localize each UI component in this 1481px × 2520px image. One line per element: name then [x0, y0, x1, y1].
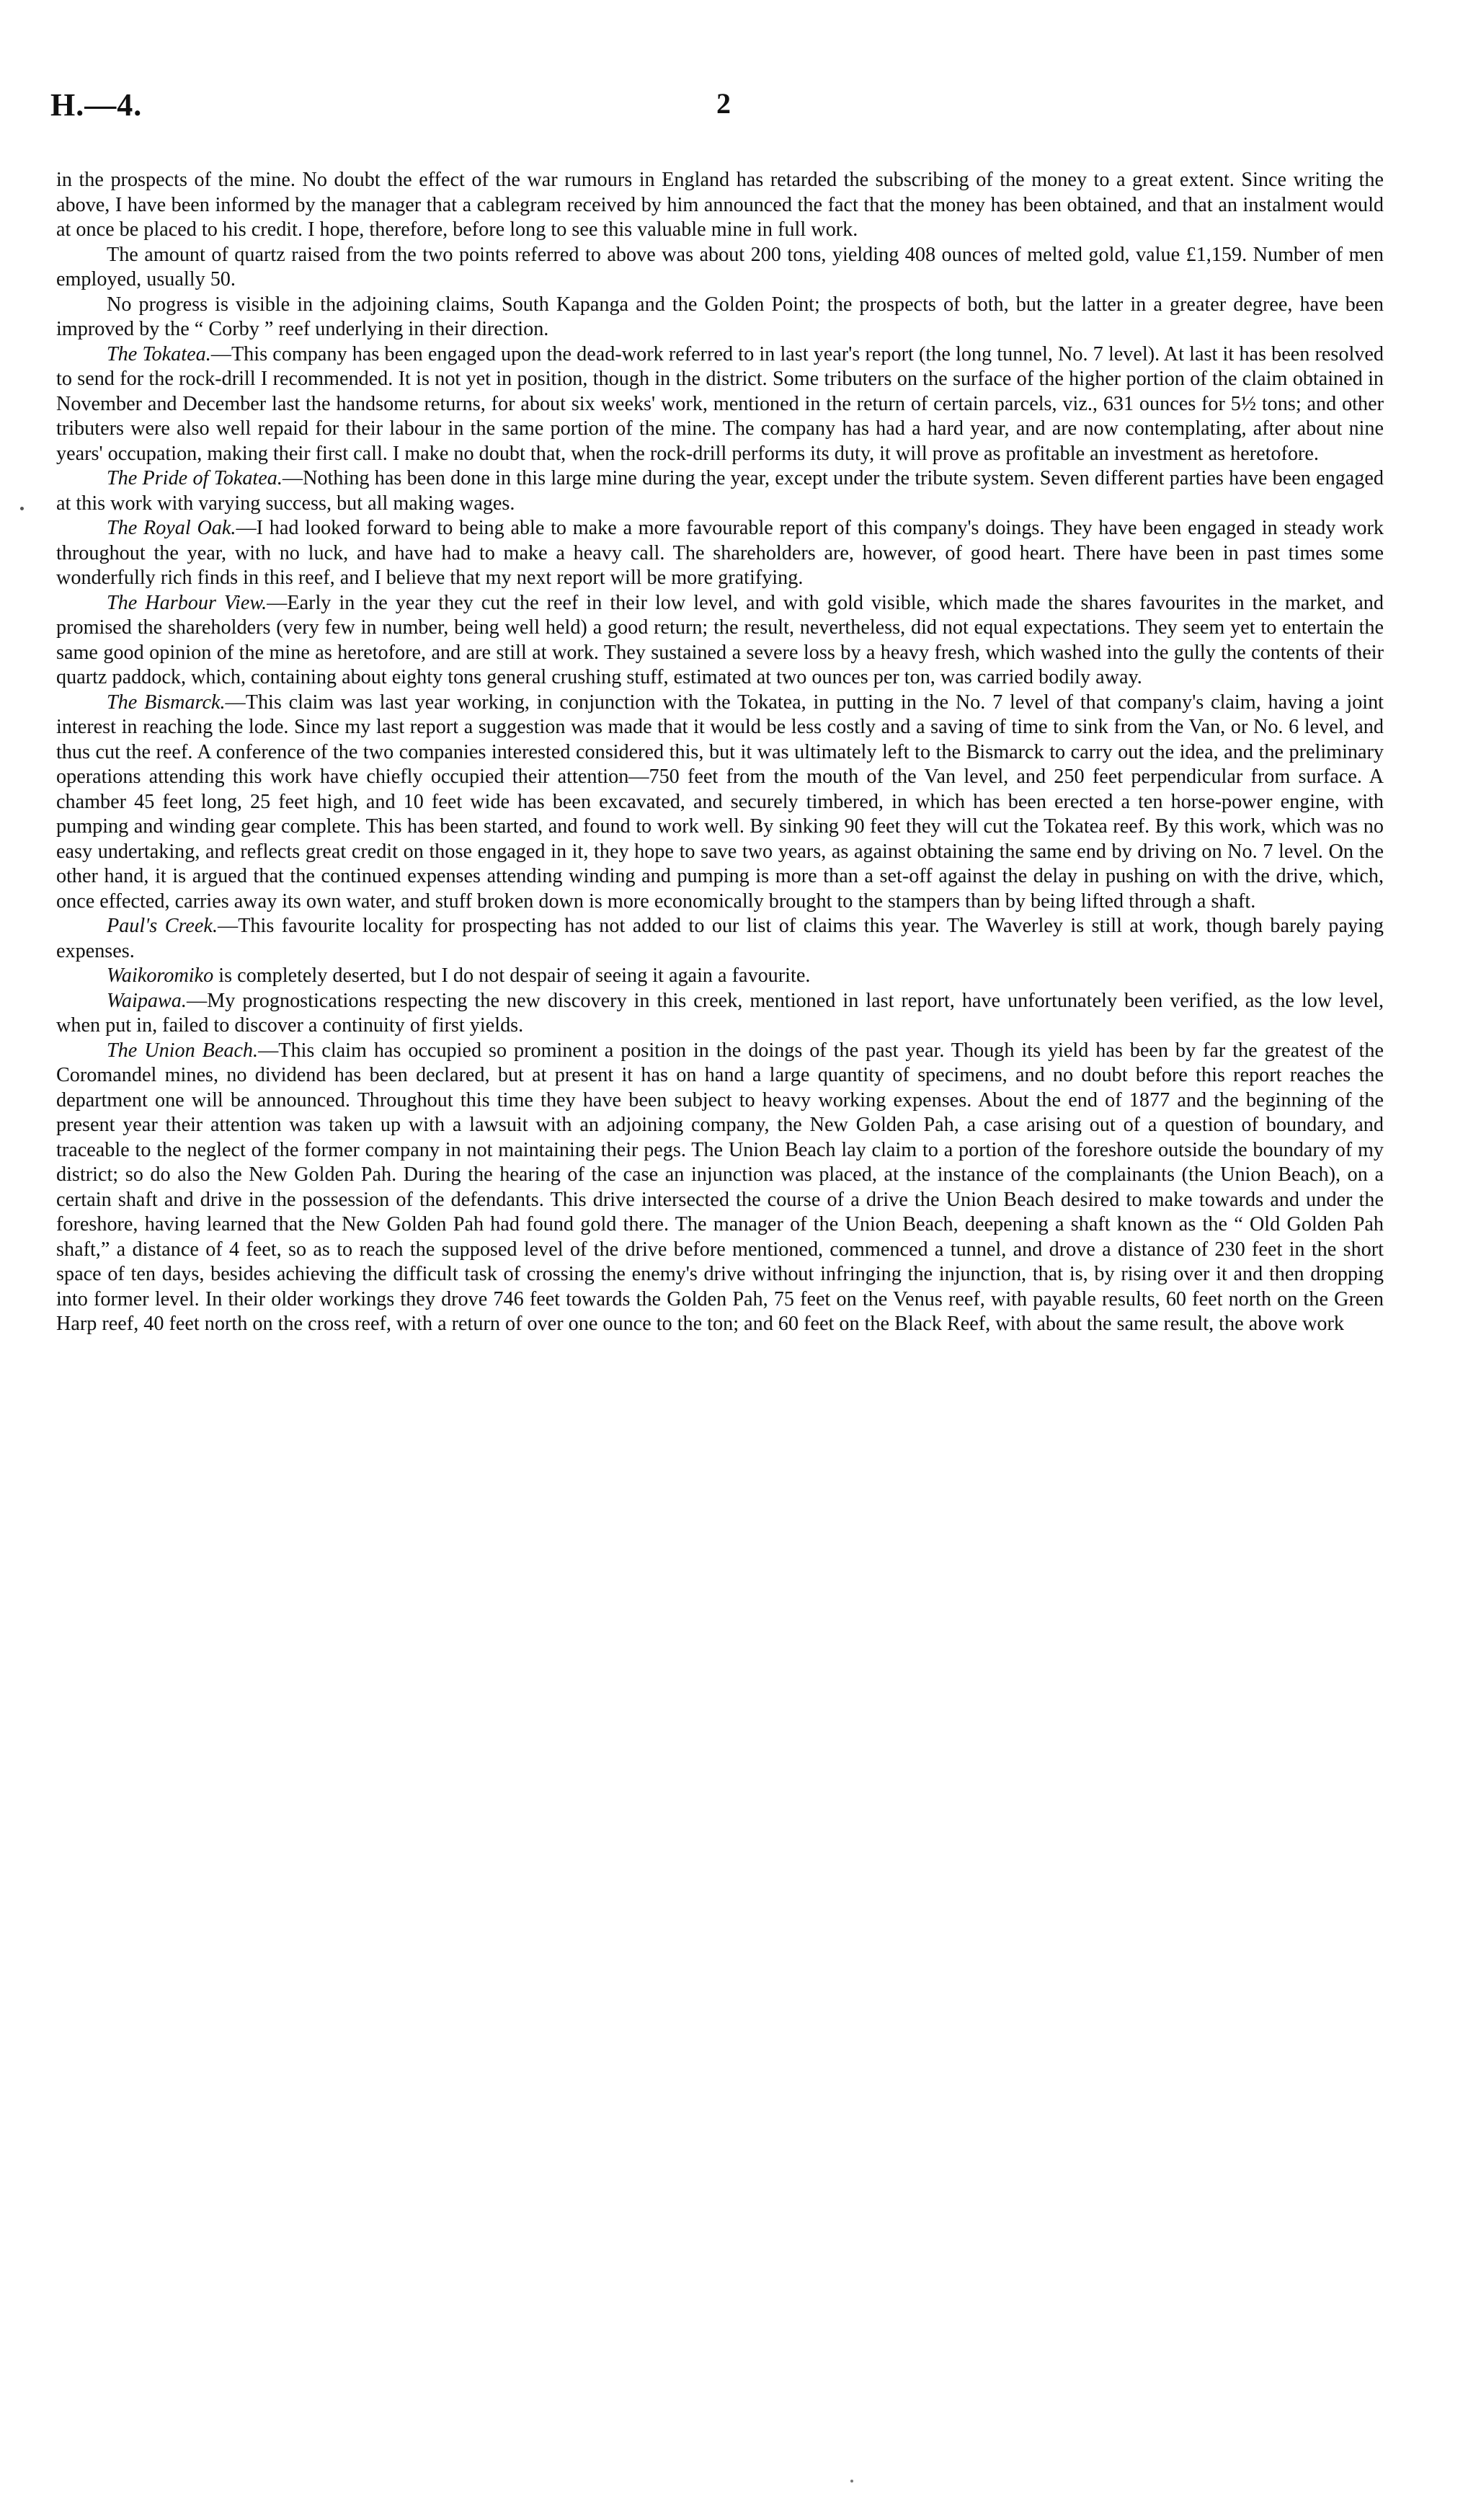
paragraph-title: The Union Beach. [107, 1039, 259, 1062]
paragraph-text: No progress is visible in the adjoining claims, South Kapanga and the Golden Point; the prospects of both, but the latter in a greater degree, have been improved by the “ Corby ” reef underlying in their direction. [56, 293, 1384, 340]
paragraph-harbour-view [56, 591, 1384, 691]
paragraph-text: —This claim was last year working, in conjunction with the Tokatea, in putting in the No. 7 level of that company's claim, having a joint interest in reaching the lode. Since my last report a suggestion was made that it would be less costly and a saving of time to sink from the Van, or No. 6 level, and thus cut the reef. A conference of the two companies interested considered this, but it was ultimately left to the Bismarck to carry out the idea, and the preliminary operations attending this work have chiefly occupied their attention—750 feet from the mouth of the Van level, and 250 feet perpendicular from surface. A chamber 45 feet long, 25 feet high, and 10 feet wide has been excavated, and securely timbered, in which has been erected a ten horse-power engine, with pumping and winding gear complete. This has been started, and found to work well. By sinking 90 feet they will cut the Tokatea reef. By this work, which was no easy undertaking, and reflects great credit on those engaged in it, they hope to save two years, as against obtaining the same end by driving on No. 7 level. On the other hand, it is argued that the continued expenses attending winding and pumping is more than a set-off against the delay in pushing on with the drive, which, once effected, carries away its own water, and stuff broken down is more economically brought to the stampers than by being lifted through a shaft. [56, 691, 1384, 913]
margin-speck [20, 507, 24, 510]
paragraph-title: The Pride of Tokatea. [107, 467, 283, 489]
margin-speck [850, 2480, 853, 2483]
paragraph-text: The amount of quartz raised from the two points referred to above was about 200 tons, yielding 408 ounces of melted gold, value £1,159. Number of men employed, usually 50. [56, 243, 1384, 290]
paragraph-adjoining-claims [56, 293, 1384, 342]
paragraph-text: —This claim has occupied so prominent a position in the doings of the past year. Though its yield has been by far the greatest of the Coromandel mines, no dividend has been declared, but at present it has on hand a large quantity of specimens, and no doubt before this report reaches the department one will be announced. Throughout this time they have been subject to heavy working expenses. About the end of 1877 and the beginning of the present year their attention was taken up with a lawsuit with an adjoining company, the New Golden Pah, a case arising out of a question of boundary, and traceable to the neglect of the former company in not maintaining their pegs. The Union Beach lay claim to a portion of the foreshore outside the boundary of my district; so do also the New Golden Pah. During the hearing of the case an injunction was placed, at the instance of the complainants (the Union Beach), on a certain shaft and drive in the possession of the defendants. This drive intersected the course of a drive the Union Beach desired to make towards and under the foreshore, having learned that the New Golden Pah had found gold there. The manager of the Union Beach, deepening a shaft known as the “ Old Golden Pah shaft,” a distance of 4 feet, so as to reach the supposed level of the drive before mentioned, commenced a tunnel, and drove a distance of 230 feet in the short space of ten days, besides achieving the difficult task of crossing the enemy's drive without infringing the injunction, that is, by rising over it and then dropping into former level. In their older workings they drove 746 feet towards the Golden Pah, 75 feet on the Venus reef, with payable results, 60 feet north on the Green Harp reef, 40 feet north on the cross reef, with a return of over one ounce to the ton; and 60 feet on the Black Reef, with about the same result, the above work [56, 1039, 1384, 1335]
paragraph-waipawa [56, 989, 1384, 1039]
page-number: 2 [716, 87, 731, 120]
paragraph-text: is completely deserted, but I do not despair of seeing it again a favourite. [213, 964, 811, 987]
paragraph-text: —My prognostications respecting the new discovery in this creek, mentioned in last report, have unfortunately been verified, as the low level, when put in, failed to discover a continuity of first yields. [56, 989, 1384, 1037]
paragraph-title: Paul's Creek. [107, 915, 218, 937]
report-body [56, 168, 1384, 1337]
paragraph-mine-prospects [56, 168, 1384, 243]
paragraph-pride-of-tokatea [56, 466, 1384, 516]
page-header [50, 86, 1391, 144]
paragraph-pauls-creek [56, 914, 1384, 964]
paragraph-text: —I had looked forward to being able to make a more favourable report of this company's doings. They have been engaged in steady work throughout the year, with no luck, and have had to make a heavy call. The shareholders are, however, of good heart. There have been in past times some wonderfully rich finds in this reef, and I believe that my next report will be more gratifying. [56, 517, 1384, 589]
paragraph-title: The Harbour View. [107, 591, 267, 614]
paragraph-title: The Royal Oak. [107, 517, 236, 539]
paragraph-royal-oak [56, 516, 1384, 591]
document-code: H.—4. [50, 87, 143, 123]
paragraph-text: —This company has been engaged upon the dead-work referred to in last year's report (the long tunnel, No. 7 level). At last it has been resolved to send for the rock-drill I recommended. It is not yet in position, though in the district. Some tributers on the surface of the higher portion of the claim obtained in November and December last the handsome returns, for about six weeks' work, mentioned in the return of certain parcels, viz., 631 ounces for 5½ tons; and other tributers were also well repaid for their labour in the same portion of the mine. The company has had a hard year, and are now contemplating, after about nine years' occupation, making their first call. I make no doubt that, when the rock-drill performs its duty, it will prove as profitable an investment as heretofore. [56, 342, 1384, 465]
paragraph-text: —Nothing has been done in this large mine during the year, except under the tribute system. Seven different parties have been engaged at this work with varying success, but all making wages. [56, 467, 1384, 515]
paragraph-text: —Early in the year they cut the reef in their low level, and with gold visible, which made the shares favourites in the market, and promised the shareholders (very few in number, being well held) a good return; the result, nevertheless, did not equal expectations. They seem yet to entertain the same good opinion of the mine as heretofore, and are still at work. They sustained a severe loss by a heavy fresh, which washed into the gully the contents of their quartz paddock, which, containing about eighty tons general crushing stuff, estimated at two ounces per ton, was carried bodily away. [56, 591, 1384, 688]
paragraph-union-beach [56, 1039, 1384, 1337]
paragraph-text: —This favourite locality for prospecting has not added to our list of claims this year. The Waverley is still at work, though barely paying expenses. [56, 915, 1384, 962]
paragraph-quartz-amount [56, 243, 1384, 293]
paragraph-text: in the prospects of the mine. No doubt the effect of the war rumours in England has retarded the subscribing of the money to a great extent. Since writing the above, I have been informed by the manager that a cablegram received by him announced the fact that the money has been obtained, and that an instalment would at once be placed to his credit. I hope, therefore, before long to see this valuable mine in full work. [56, 169, 1384, 241]
paragraph-bismarck [56, 691, 1384, 915]
paragraph-title: Waikoromiko [107, 964, 214, 987]
paragraph-title: Waipawa. [107, 989, 187, 1012]
paragraph-tokatea [56, 342, 1384, 467]
paragraph-waikoromiko [56, 964, 1384, 989]
paragraph-title: The Tokatea. [107, 342, 211, 365]
paragraph-title: The Bismarck. [107, 691, 226, 714]
